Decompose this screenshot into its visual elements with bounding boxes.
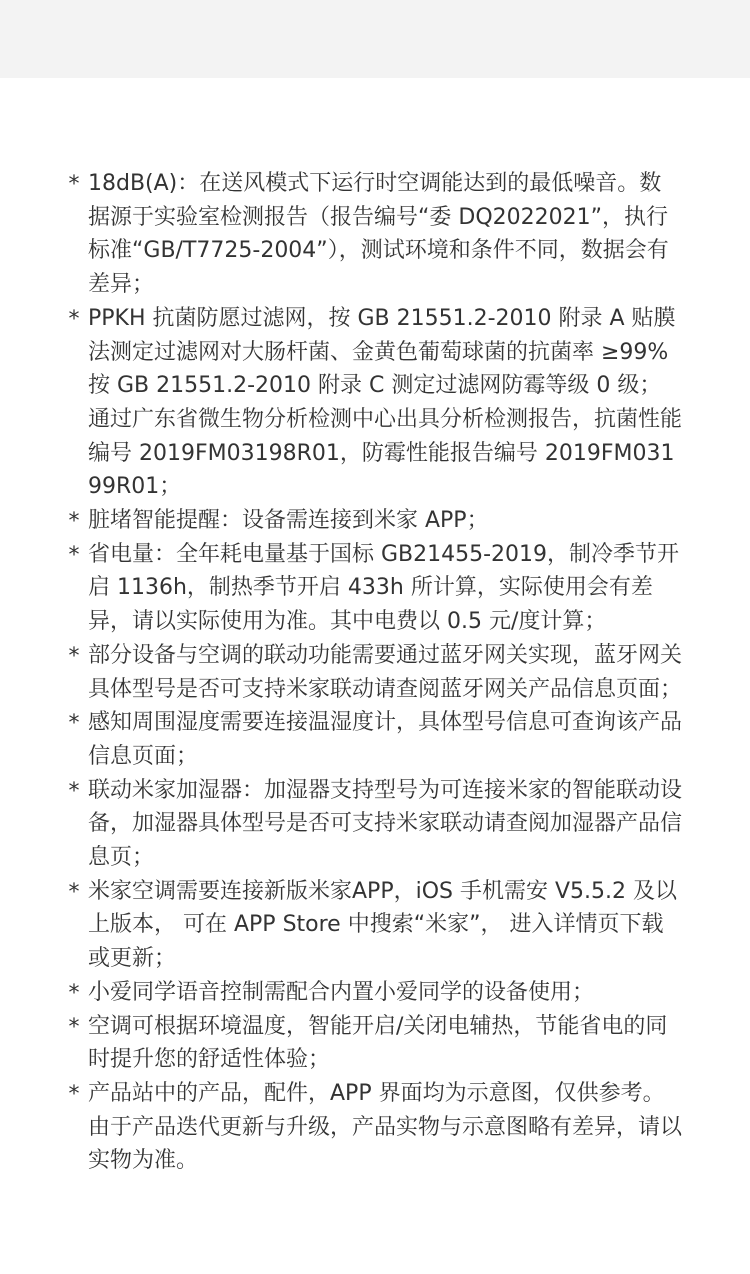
- note-antibacterial-filter: [62, 302, 682, 504]
- note-text: 部分设备与空调的联动功能需要通过蓝牙网关实现，蓝牙网关具体型号是否可支持米家联动请查阅蓝牙网关产品信息页面；: [88, 642, 683, 702]
- top-header-band: [0, 0, 750, 78]
- note-text: 联动米家加湿器：加湿器支持型号为可连接米家的智能联动设备，加湿器具体型号是否可支持米家联动请查阅加湿器产品信息页；: [88, 777, 683, 871]
- note-text: 空调可根据环境温度，智能开启/关闭电辅热，节能省电的同时提升您的舒适性体验；: [88, 1013, 668, 1073]
- asterisk-marker: *: [68, 306, 80, 332]
- note-text: 产品站中的产品，配件，APP 界面均为示意图，仅供参考。由于产品迭代更新与升级，产品实物与示意图略有差异，请以实物为准。: [88, 1080, 683, 1174]
- asterisk-marker: *: [68, 643, 80, 669]
- note-clog-reminder: [62, 504, 682, 538]
- note-text: 脏堵智能提醒：设备需连接到米家 APP；: [88, 508, 489, 534]
- asterisk-marker: *: [68, 542, 80, 568]
- note-power-saving: [62, 538, 682, 639]
- disclaimer-notes-list: [62, 167, 682, 1178]
- note-humidity-sensing: [62, 706, 682, 773]
- note-humidifier-linkage: [62, 774, 682, 875]
- asterisk-marker: *: [68, 778, 80, 804]
- note-noise-level: [62, 167, 682, 302]
- asterisk-marker: *: [68, 1081, 80, 1107]
- asterisk-marker: *: [68, 879, 80, 905]
- asterisk-marker: *: [68, 509, 80, 535]
- asterisk-marker: *: [68, 980, 80, 1006]
- asterisk-marker: *: [68, 172, 80, 197]
- note-text: PPKH 抗菌防愿过滤网，按 GB 21551.2-2010 附录 A 贴膜法测定过滤网对大肠杆菌、金黄色葡萄球菌的抗菌率 ≥99% 按 GB 21551.2-2010 附录 C 测定过滤网防霉等级 0 级；通过广东省微生物分析检测中心出具分析检测报告，抗菌性能编号 2019FM03198R01，防霉性能报告编号 2019FM03199R01；: [88, 305, 683, 500]
- note-text: 小爱同学语音控制需配合内置小爱同学的设备使用；: [88, 979, 595, 1005]
- asterisk-marker: *: [68, 711, 80, 737]
- note-text: 米家空调需要连接新版米家APP，iOS 手机需安 V5.5.2 及以上版本， 可在 APP Store 中搜索“米家”， 进入详情页下载或更新；: [88, 878, 677, 972]
- note-text: 18dB(A)：在送风模式下运行时空调能达到的最低噪音。数据源于实验室检测报告（报告编号“委 DQ2022021”，执行标准“GB/T7725-2004”），测试环境和条件不同，数据会有差异；: [88, 171, 669, 298]
- note-mijia-app: [62, 875, 682, 976]
- note-text: 省电量：全年耗电量基于国标 GB21455-2019，制冷季节开启 1136h，制热季节开启 433h 所计算，实际使用会有差异，请以实际使用为准。其中电费以 0.5 元/度计算；: [88, 541, 680, 635]
- note-xiaoai-voice: [62, 976, 682, 1010]
- asterisk-marker: *: [68, 1014, 80, 1040]
- note-illustration-disclaimer: [62, 1077, 682, 1178]
- note-text: 感知周围湿度需要连接温湿度计，具体型号信息可查询该产品信息页面；: [88, 710, 683, 769]
- note-bluetooth-gateway: [62, 639, 682, 706]
- note-auxiliary-heat: [62, 1010, 682, 1077]
